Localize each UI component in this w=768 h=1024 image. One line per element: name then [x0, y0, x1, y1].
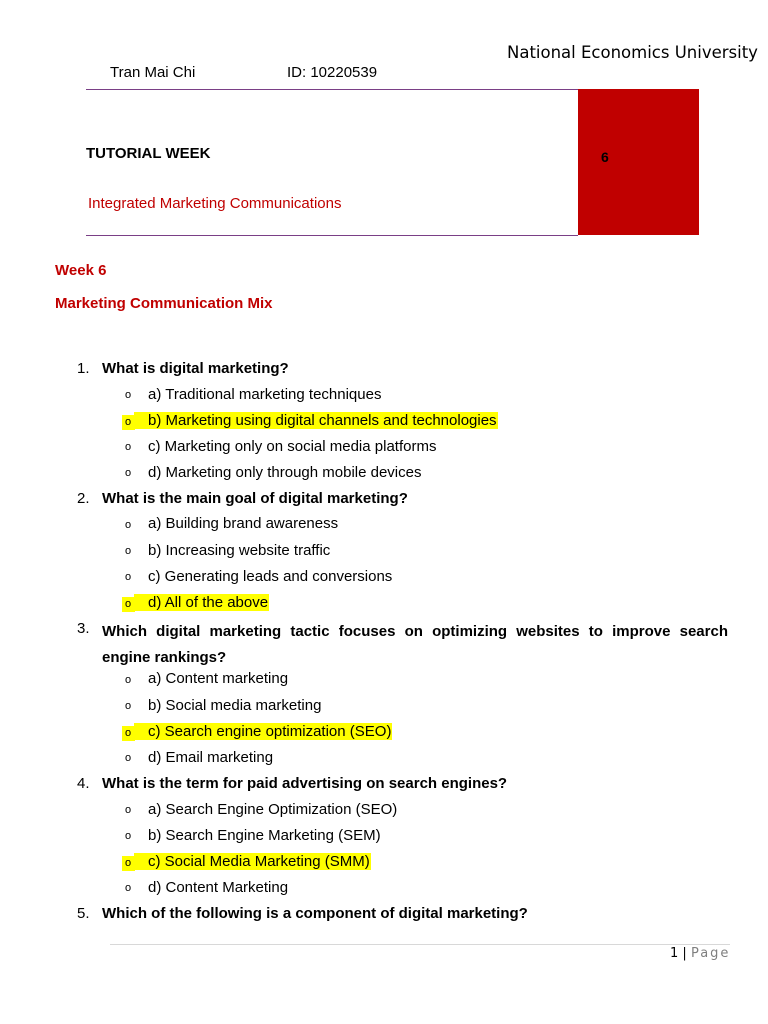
list-bullet: o: [125, 467, 132, 479]
answer-option: d) Email marketing: [148, 749, 274, 766]
answer-option: d) Marketing only through mobile devices: [148, 464, 422, 481]
student-id: ID: 10220539: [287, 64, 378, 81]
answer-option-highlighted: d) All of the above: [134, 594, 269, 611]
answer-option: b) Social media marketing: [148, 697, 322, 714]
list-bullet: o: [125, 441, 132, 453]
answer-option-highlighted: b) Marketing using digital channels and technologies: [134, 412, 498, 429]
question-number: 2.: [77, 490, 90, 507]
answer-option: d) Content Marketing: [148, 879, 289, 896]
answer-option: a) Search Engine Optimization (SEO): [148, 801, 398, 818]
list-bullet: o: [122, 856, 135, 871]
week-number: 6: [601, 149, 609, 165]
answer-option: a) Building brand awareness: [148, 515, 339, 532]
week-heading: Week 6: [55, 262, 107, 279]
footer-rule: [110, 944, 730, 945]
list-bullet: o: [125, 519, 132, 531]
university-name: National Economics University: [507, 43, 758, 62]
question-number: 3.: [77, 620, 90, 637]
header-bottom-rule: [86, 235, 578, 236]
subject-title: Integrated Marketing Communications: [88, 195, 342, 212]
question-number: 1.: [77, 360, 90, 377]
week-color-block: [578, 89, 699, 235]
list-bullet: o: [125, 882, 132, 894]
list-bullet: o: [122, 597, 135, 612]
list-bullet: o: [125, 545, 132, 557]
list-bullet: o: [125, 804, 132, 816]
list-bullet: o: [125, 674, 132, 686]
answer-option: c) Generating leads and conversions: [148, 568, 393, 585]
answer-option-highlighted: c) Search engine optimization (SEO): [134, 723, 392, 740]
section-heading: Marketing Communication Mix: [55, 295, 273, 312]
footer-separator: |: [682, 946, 687, 961]
question-number: 5.: [77, 905, 90, 922]
answer-option: c) Marketing only on social media platforms: [148, 438, 437, 455]
list-bullet: o: [125, 752, 132, 764]
author-name: Tran Mai Chi: [110, 64, 196, 81]
question-text: What is the main goal of digital marketing?: [102, 490, 408, 507]
tutorial-title: TUTORIAL WEEK: [86, 145, 211, 162]
question-text: Which of the following is a component of digital marketing?: [102, 905, 528, 922]
page-number: 1: [670, 946, 679, 961]
answer-option: b) Increasing website traffic: [148, 542, 331, 559]
answer-option: a) Traditional marketing techniques: [148, 386, 382, 403]
question-number: 4.: [77, 775, 90, 792]
question-text: What is the term for paid advertising on search engines?: [102, 775, 508, 792]
header-top-rule: [86, 89, 578, 90]
list-bullet: o: [125, 830, 132, 842]
list-bullet: o: [125, 700, 132, 712]
list-bullet: o: [125, 571, 132, 583]
answer-option-highlighted: c) Social Media Marketing (SMM): [134, 853, 371, 870]
page-word: Page: [690, 946, 731, 961]
answer-option: b) Search Engine Marketing (SEM): [148, 827, 381, 844]
list-bullet: o: [122, 415, 135, 430]
answer-option: a) Content marketing: [148, 670, 289, 687]
list-bullet: o: [122, 726, 135, 741]
question-text: Which digital marketing tactic focuses on optimizing websites to improve search engine rankings?: [102, 623, 728, 666]
question-text: What is digital marketing?: [102, 360, 289, 377]
list-bullet: o: [125, 389, 132, 401]
page-footer: [670, 946, 730, 961]
